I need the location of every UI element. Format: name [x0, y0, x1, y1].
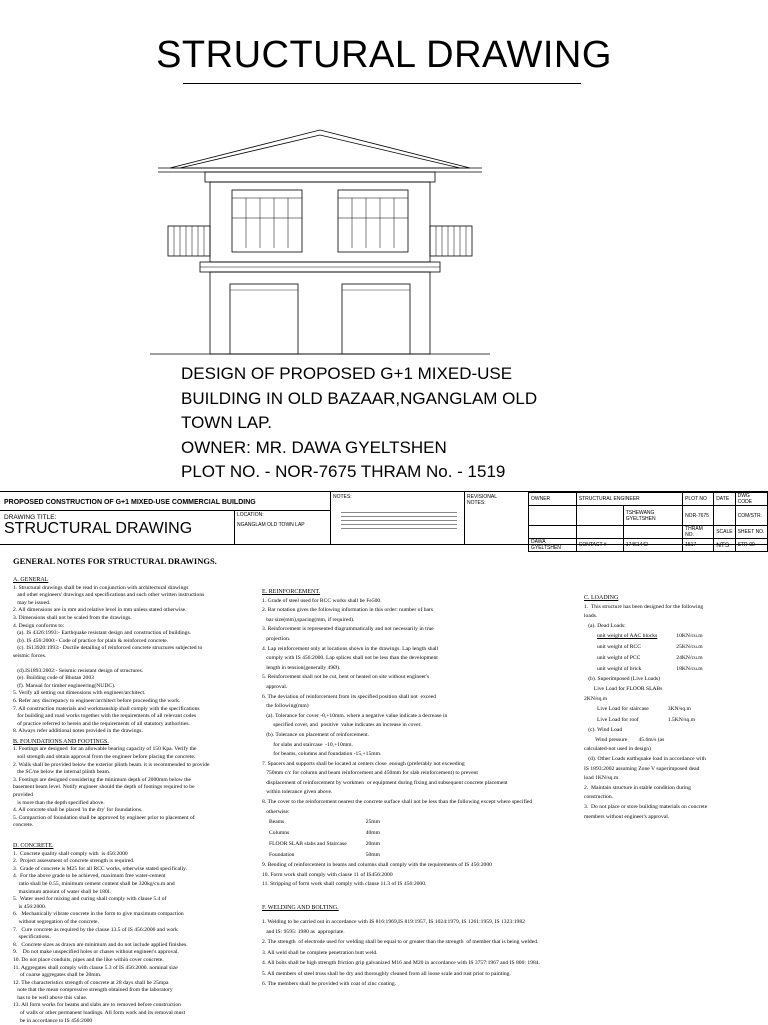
note-line: 8. Always refer additional notes provided in the drawings.: [13, 728, 143, 735]
live-load-table: [596, 704, 696, 726]
note-line: provided: [13, 792, 33, 799]
title-block: [0, 491, 768, 551]
scale-label: SCALE: [714, 526, 735, 539]
note-line: 2. Maintain structure in stable condition during: [584, 784, 691, 791]
note-line: of practice referred to herein and the requirements of all statutory authorities.: [13, 720, 190, 727]
foundations-notes-list: [13, 746, 253, 830]
drawing-title-label: DRAWING TITLE:: [4, 514, 57, 521]
note-line: 5. All members of steel truss shall be dry and thoroughly cleaned from all loose scale and rust prior to painting.: [262, 970, 511, 977]
note-line: Live Load for FLOOR SLABs: [584, 685, 663, 692]
note-line: may be issued.: [13, 599, 51, 606]
note-line: the SC/ne below the internal plinth beam.: [13, 769, 111, 776]
note-line: 11. Stripping of form work shall comply with clause 11.3 of IS 456:2000.: [262, 881, 427, 888]
notes-label: NOTES:: [333, 494, 352, 500]
section-title-reinforcement: E. REINFORCEMENT.: [262, 589, 321, 595]
note-line: (e). Building code of Bhutan 2003: [13, 675, 94, 682]
note-line: note that the mean compressive strength obtained from the laboratory: [13, 987, 173, 994]
note-line: 9. Bending of reinforcement in beams and columns shall comply with the requirements of IS 456:2000: [262, 862, 492, 869]
note-line: 11. Aggregates shall comply with clause 5.3 of IS 456:2000. nominal size: [13, 964, 178, 971]
row-value: 40mm: [365, 829, 380, 836]
note-line: without segregation of the concrete.: [13, 918, 99, 925]
row-item: Columns: [269, 830, 290, 837]
note-line: 4. Design conforms to:: [13, 622, 65, 629]
plot-value: NOR-7675: [683, 506, 714, 526]
loading-notes-list: [584, 603, 760, 632]
note-line: be in accordance to IS 456:2000: [13, 1017, 93, 1024]
note-line: (f). Manual for timber engineering(NUDC).: [13, 682, 116, 689]
general-notes-list: [13, 585, 253, 736]
note-line: for beams, columns and foundation -15,+15mm.: [262, 751, 382, 758]
note-line: [13, 661, 253, 668]
note-line: basement beam level. Notify engineer should the depth of footings required to be: [13, 784, 195, 791]
note-line: length in tension(generally 49Ø).: [262, 664, 341, 671]
note-line: 2. All dimensions are in mm and relative level in mm unless stated otherwise.: [13, 607, 187, 614]
cover-table: [268, 817, 381, 861]
note-line: is more than the depth specified above.: [13, 799, 105, 806]
section-title-loading: C. LOADING: [584, 595, 619, 601]
dwg-code-value: COM/STR.: [735, 506, 767, 526]
note-line: 6. The deviation of reinforcement from its specified position shall not exceed: [262, 693, 437, 700]
note-line: (a). Tolerance for cover -0,+10mm. where a negative value indicate a decrease in: [262, 712, 448, 719]
note-line: seismic forces.: [13, 652, 47, 659]
building-elevation: [150, 118, 490, 368]
section-title-concrete: D. CONCRETE.: [13, 843, 54, 849]
note-line: 4. Lap reinforcement only at locations shown in the drawings. Lap length shall: [262, 645, 439, 652]
note-line: 7. Cure concrete as required by the clause 13.5 of IS 456:2000 and work: [13, 926, 178, 933]
note-line: 12. The characteristics strength of concrete at 28 days shall be 25mpa: [13, 979, 169, 986]
note-line: and other engineers' drawings and specifications and such other written instructions: [13, 592, 205, 599]
welding-notes-list: [262, 917, 582, 990]
note-line: has to be well above this value.: [13, 994, 88, 1001]
note-line: 3. Footings are designed considering the minimum depth of 2000mm below the: [13, 776, 192, 783]
dwg-code-label: DWG CODE: [735, 493, 767, 506]
thram-label: THRAM NO.: [683, 526, 714, 539]
dead-load-table: [596, 631, 704, 675]
note-line: 1. Grade of steel used for RCC works shall be Fe500.: [262, 597, 382, 604]
note-line: the following(mm): [262, 703, 309, 710]
row-value: 10KN/cu.m: [676, 633, 703, 640]
row-value: 25mm: [365, 818, 380, 825]
notes-heading: GENERAL NOTES FOR STRUCTURAL DRAWINGS.: [13, 556, 217, 566]
row-item: Live Load for roof: [597, 717, 639, 724]
note-line: 1. This structure has been designed for the following: [584, 603, 704, 610]
note-line: 6. Refer any discrepancy to engineer/architect before proceeding the work.: [13, 697, 181, 704]
note-line: and IS: 9595: 1980 as appropriate.: [262, 929, 345, 936]
note-line: 3. Dimensions shall not be scaled from the drawings.: [13, 614, 132, 621]
note-line: 4. For the above grade to be achieved, maximum free water-cement: [13, 873, 166, 880]
cover-title: STRUCTURAL DRAWING: [156, 34, 612, 76]
row-item: Live Load for staircase: [597, 706, 649, 713]
location-value: NGANGLAM OLD TOWN LAP: [237, 522, 305, 528]
note-line: 8. The cover to the reinforcement nearest the concrete surface shall not be less than the following except where specified: [262, 799, 533, 806]
row-value: 3KN/sq.m: [667, 705, 691, 712]
concrete-notes-list: [13, 851, 253, 1025]
note-line: 2. The strength of electrode used for welding shall be equal to or greater than the strength of member that is being welded.: [262, 939, 539, 946]
contact-value: 17461442: [623, 539, 682, 552]
description-line: OWNER: MR. DAWA GYELTSHEN: [181, 437, 447, 457]
note-line: 3. Do not place or store building materials on concrete: [584, 803, 708, 810]
date-label: DATE: [714, 493, 735, 506]
table-row: [596, 631, 704, 642]
table-row: [596, 664, 704, 675]
row-value: 20mm: [365, 840, 380, 847]
note-line: otherwise:: [262, 808, 290, 815]
note-line: of coarse aggregates shall be 20mm.: [13, 972, 102, 979]
owner-name: DAWA GYELTSHEN: [529, 539, 577, 552]
note-line: specifications.: [13, 934, 51, 941]
notes-column-middle: [262, 586, 582, 989]
note-line: (d). Other Loads earthquake load in accordance with: [584, 755, 706, 762]
row-value: 18KN/cu.m: [676, 666, 703, 673]
note-line: (c). IS13920:1993:- Ductile detailing of reinforced concrete structures subjected to: [13, 645, 203, 652]
engineer-label: STRUCTURAL ENGINEER: [576, 493, 682, 506]
note-line: 1. Concrete quality shall comply with is 456:2000: [13, 850, 128, 857]
section-title-foundations: B. FOUNDATIONS AND FOOTINGS.: [13, 738, 109, 745]
note-line: 4. All bolts shall be high strength friction grip galvanized M16 and M20 in accordance with IS 3757:1967 and IS 800: 1984.: [262, 960, 540, 967]
project-name: PROPOSED CONSTRUCTION OF G+1 MIXED-USE COMMERCIAL BUILDING: [4, 499, 256, 506]
note-line: 5. Verify all setting out dimensions with engineer/architect.: [13, 690, 146, 697]
note-line: (c). Wind Load: [584, 727, 623, 734]
note-line: soil strength and obtain approval from the engineer before placing the concrete.: [13, 754, 196, 761]
table-row: [596, 653, 704, 664]
row-item: unit weight of RCC: [597, 644, 641, 651]
note-line: 3. Reinforcement is represented diagrammatically and not necessarily in true: [262, 626, 434, 633]
engineer-name: TSHEWANG GYELTSHEN: [623, 506, 682, 526]
notes-column-left: [13, 574, 253, 1025]
note-line: of walls or other permanent loadings. All form work and its removal must: [13, 1010, 186, 1017]
revisional-notes-cell: [464, 492, 529, 544]
row-value: 25KN/cu.m: [676, 644, 703, 651]
note-line: 1. Structural drawings shall be read in conjunction with architectural drawings: [13, 584, 189, 591]
note-line: ratio shall be 0.55, minimum cement content shall be 320kg/cu.m and: [13, 880, 175, 887]
note-line: (b). Tolerance on placement of reinforcement.: [262, 731, 369, 738]
note-line: for building and road works together with the requirements of all relevant codes: [13, 713, 197, 720]
description-line: PLOT NO. - NOR-7675 THRAM No. - 1519: [181, 462, 506, 481]
note-line: is 456:2000.: [13, 903, 47, 910]
note-line: members without engineer's approval.: [584, 813, 670, 820]
table-row: [268, 839, 381, 850]
owner-label: OWNER: [529, 493, 577, 506]
note-line: approval.: [262, 683, 288, 690]
note-line: 5. Compaction of foundation shall be approved by engineer prior to placement of: [13, 814, 195, 821]
notes-cell: [330, 492, 465, 544]
note-line: (a). IS 4326:1993:- Earthquake resistant design and construction of buildings.: [13, 630, 192, 637]
row-item: Foundation: [269, 852, 295, 859]
note-line: 2KN/sq.m: [584, 695, 608, 702]
note-line: 3. All weld shall be complete penetration butt weld.: [262, 949, 378, 956]
note-line: bar size(mm),spacing(mm, if required).: [262, 616, 355, 623]
row-value: 24KN/cu.m: [676, 655, 703, 662]
note-line: (b). IS 456:2000:- Code of practice for plain & reinforced concrete.: [13, 637, 169, 644]
revisional-notes-label: REVISIONAL NOTES:: [467, 494, 497, 506]
sheet-label: SHEET NO.: [735, 526, 767, 539]
section-title-welding: F. WELDING AND BOLTING.: [262, 905, 339, 912]
note-line: loads.: [584, 613, 598, 620]
note-line: within tolerance given above.: [262, 789, 333, 796]
reinforcement-notes-list: [262, 597, 582, 818]
note-line: IS 1893:2002 assuming Zone V superimposed dead: [584, 765, 700, 772]
table-row: [268, 817, 381, 828]
note-line: calculated-not used in design): [584, 746, 651, 753]
scale-value: NTS: [714, 539, 735, 552]
note-line: construction.: [584, 794, 614, 801]
location-cell: [234, 510, 331, 544]
reinforcement-more-list: [262, 861, 582, 890]
title-block-grid: [528, 492, 768, 552]
note-line: load 1KN/sq.m: [584, 775, 619, 782]
description-line: BUILDING IN OLD BAZAAR,NGANGLAM OLD: [181, 388, 538, 408]
note-line: maximum amount of water shall be 180l.: [13, 888, 111, 895]
note-line: (b). Superimposed (Live Loads): [584, 676, 660, 683]
drawing-title: STRUCTURAL DRAWING: [4, 520, 193, 537]
note-line: 10. Form work shall comply with clause 11 of IS456:2000: [262, 871, 393, 878]
general-notes: [0, 544, 768, 1024]
note-line: (d).IS1893:2002:- Seismic resistant design of structures.: [13, 667, 144, 674]
note-line: 2. Project assessment of concrete strength is required.: [13, 858, 135, 865]
loading-more-list: [584, 675, 760, 704]
note-line: 7. All construction materials and workmanship shall comply with the specifications: [13, 705, 200, 712]
note-line: concrete.: [13, 822, 34, 829]
note-line: 2. Bar notation gives the following information in this order: number of bars: [262, 607, 434, 614]
row-value: 50mm: [365, 851, 380, 858]
plot-label: PLOT NO: [683, 493, 714, 506]
note-line: 13. All form works for beams and slabs are to removed before construction: [13, 1002, 181, 1009]
contact-label: CONTACT #: [576, 539, 623, 552]
note-line: displacement of reinforcement by workmen or equipment during fixing and subsequent concrete placement: [262, 779, 508, 786]
note-line: 1. Welding to be carried out in accordance with IS 816:1969,IS 819:1957, IS 1024:1979, IS 1261:1959, IS 1323:1982: [262, 918, 525, 925]
location-label: LOCATION:: [237, 512, 264, 518]
note-line: 750mm c/c for column and beam reinforcement and 450mm for slab reinforcement) to prevent: [262, 770, 478, 777]
table-row: [596, 715, 696, 726]
row-item: unit weight of AAC blocks: [597, 633, 658, 640]
note-line: specified cover, and positive value indicates an increase in cover.: [262, 722, 422, 729]
row-item: unit weight of brick: [597, 666, 642, 673]
title-underline: [183, 83, 581, 84]
note-line: for slabs and staircase -10,+10mm.: [262, 741, 353, 748]
sheet-value: STR-00: [735, 539, 767, 552]
note-line: 7. Spacers and supports shall be located at centers close enough (preferably not exceeding: [262, 760, 465, 767]
note-line: 2. Walls shall be provided below the exterior plinth beam. it is recommended to provide: [13, 761, 210, 768]
section-title-general: A. GENERAL: [13, 577, 49, 583]
table-row: [268, 850, 381, 861]
row-item: unit weight of PCC: [597, 655, 641, 662]
table-row: [268, 828, 381, 839]
note-line: 3. Grade of concrete is M25 for all RCC works, otherwise stated specifically.: [13, 865, 187, 872]
row-item: FLOOR SLAB slabs and Staircase: [269, 841, 347, 848]
note-line: comply with IS 456:2000. Lap splices shall not be less than the development: [262, 655, 438, 662]
note-line: 10. Do not place conduits, pipes and the like within cover concrete.: [13, 956, 164, 963]
note-line: (a). Dead Loads:: [584, 622, 626, 629]
note-line: 9. Do not make unspecified holes or chases without engineer's approval.: [13, 949, 179, 956]
note-line: Wind pressure 45.6m/s (as: [584, 736, 665, 743]
note-line: projection.: [262, 635, 291, 642]
table-row: [596, 704, 696, 715]
note-line: 5. Reinforcement shall not be cut, bent or heated on site without engineer's: [262, 674, 430, 681]
project-description: [181, 362, 541, 485]
table-row: [596, 642, 704, 653]
note-line: 4. All concrete shall be placed 'in the dry' for foundations.: [13, 807, 143, 814]
loading-tail-list: [584, 726, 760, 822]
note-line: 1. Footings are designed for an allowable bearing capacity of 150 Kpa. Verify the: [13, 746, 197, 753]
row-value: 1.5KN/sq.m: [667, 716, 696, 723]
thram-value: 1517: [683, 539, 714, 552]
note-line: 6. The members shall be provided with coat of zinc coating.: [262, 981, 397, 988]
note-line: 5. Water used for mixing and curing shall comply with clause 5.4 of: [13, 896, 167, 903]
note-line: 8. Concrete sizes as drawn are minimum and do not include applied finishes.: [13, 941, 188, 948]
row-item: Beams: [269, 819, 285, 826]
note-line: 6. Mechanically vibrate concrete in the form to give maximum compaction: [13, 911, 184, 918]
description-line: DESIGN OF PROPOSED G+1 MIXED-USE: [181, 364, 513, 383]
notes-column-right: [584, 592, 760, 822]
description-line: TOWN LAP.: [181, 413, 273, 432]
